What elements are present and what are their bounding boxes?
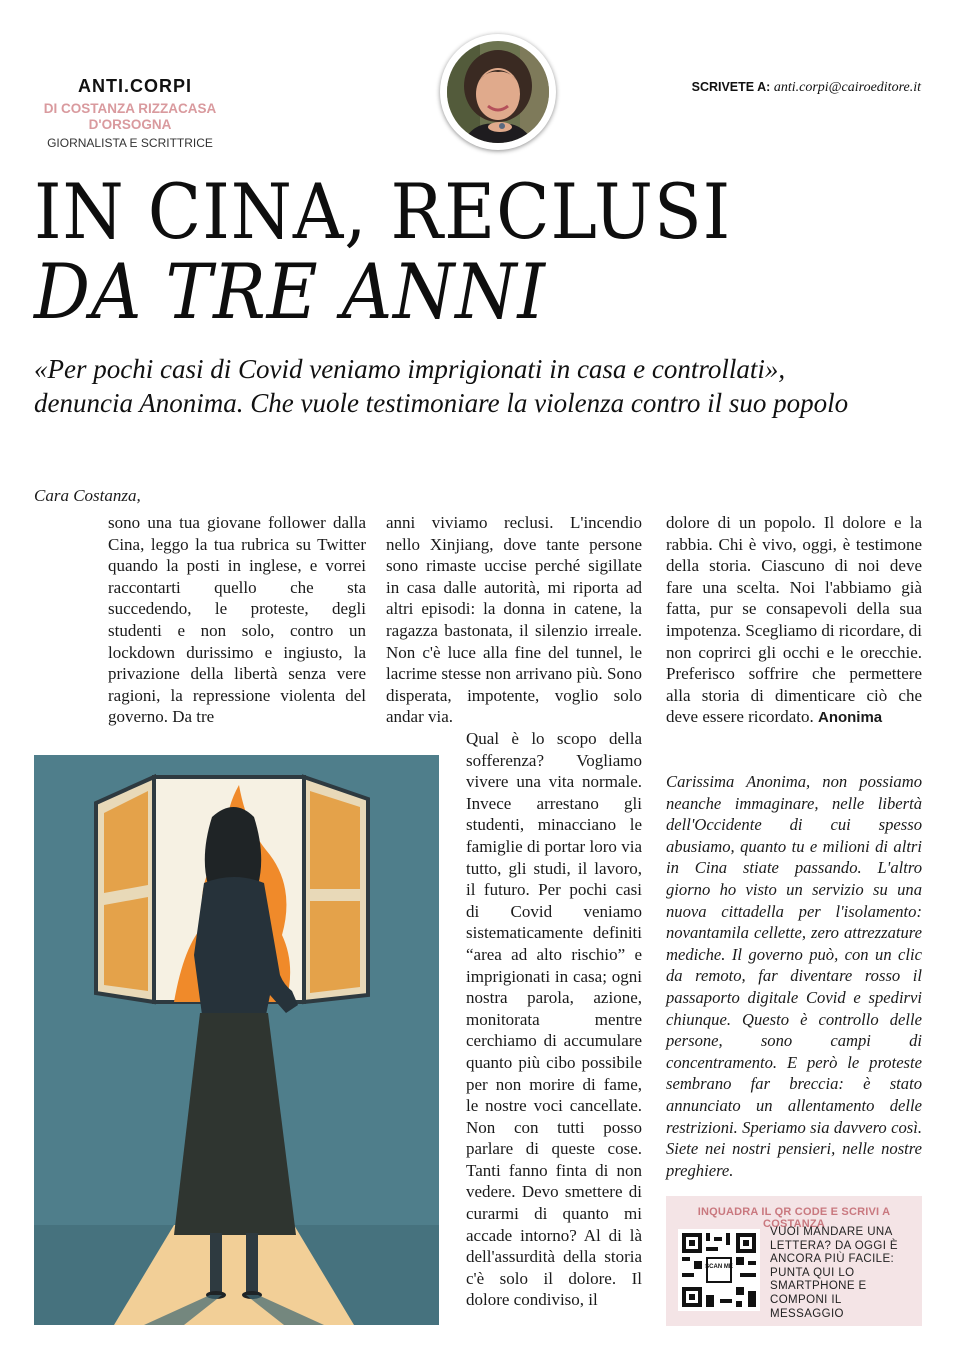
letter-column-3-text: dolore di un popolo. Il dolore e la rabbia. Chi è vivo, oggi, è testimone della storia. Ciascuno di noi deve fare una scelta. Noi l'abbiamo già fatta, pur se consapevoli della sua impotenza. Scegliamo di ricordare, di non coprirci gli occhi e le orecchie. Preferisco soffrire che permettere alla storia di dimenticare ciò che deve essere ricordato. — [666, 513, 922, 727]
column-name: ANTI.CORPI — [77, 76, 192, 96]
qr-box-text: VUOI MANDARE UNA LETTERA? DA OGGI È ANCORA PIÙ FACILE: PUNTA QUI LO SMARTPHONE E COMPONI IL MESSAGGIO — [770, 1226, 898, 1320]
article-subtitle — [34, 352, 934, 420]
letter-salutation: Cara Costanza, — [34, 486, 141, 505]
letter-column-1: sono una tua giovane follower dalla Cina, leggo la tua rubrica su Twitter quando la posti in inglese, e vorrei raccontarti quello che sta succedendo, le proteste, degli studenti e non solo, contro un lockdown durissimo e ingiusto, la privazione della libertà senza vere ragioni, la repressione violenta del governo. Da tre — [108, 513, 366, 727]
qr-code-image[interactable] — [678, 1229, 760, 1311]
avatar-portrait — [440, 34, 556, 150]
title-line-2: DA TRE ANNI — [34, 247, 546, 336]
subtitle-line-1: «Per pochi casi di Covid veniamo imprigionati in casa e controllati», — [34, 354, 786, 384]
qr-code-box — [666, 1196, 922, 1326]
qr-scan-label: SCAN ME — [705, 1264, 733, 1270]
letter-signature: Anonima — [817, 709, 883, 727]
illustration-woman-at-window — [34, 755, 439, 1325]
author-line-1: DI COSTANZA RIZZACASA — [43, 101, 217, 116]
qr-code-icon — [678, 1229, 760, 1311]
letter-column-2-top: anni viviamo reclusi. L'incendio nello Xinjiang, dove tante persone sono rimaste uccise perché sigillate in casa dalle autorità, mi riporta ad altri episodi: la donna in catene, la ragazza bastonata, il silenzio irreale. Non c'è luce alla fine del tunnel, le lacrime stesse non arrivano più. Sono disperata, impotente, voglio solo andar via. — [386, 513, 642, 727]
title-line-1: IN CINA, RECLUSI — [34, 167, 732, 256]
article-title — [34, 167, 862, 336]
reply-text: Carissima Anonima, non possiamo neanche immaginare, nelle libertà dell'Occidente di cui spesso abusiamo, quanto tu e milioni di altri in Cina stiate passando. L'altro giorno ho visto un servizio su una nuova cittadella per l'isolamento: novantamila cellette, zero attrezzature mediche. Il governo può, con un clic da remoto, far diventare rosso il passaporto digitale Covid e spedirvi chiunque. Questo è controllo delle persone, sono campi di concentramento. E però le proteste sembrano far breccia: è stato annunciato un allentamento delle restrizioni. Speriamo sia davvero così. Siete nei nostri pensieri, nelle nostre preghiere. — [666, 772, 922, 1180]
author-line-2: D'ORSOGNA — [88, 117, 172, 132]
author-name — [20, 101, 240, 133]
subtitle-line-2: denuncia Anonima. Che vuole testimoniare la violenza contro il suo popolo — [34, 388, 849, 418]
qr-box-heading: INQUADRA IL QR CODE E SCRIVI A COSTANZA — [697, 1206, 891, 1230]
letter-column-3 — [666, 512, 922, 729]
author-role: GIORNALISTA E SCRITTRICE — [47, 136, 213, 150]
letter-column-2-bottom: Qual è lo scopo della sofferenza? Vogliamo vivere una vita normale. Invece arrestano gli studenti, minacciano le famiglie di portar loro via tutto, gli studi, il lavoro, il futuro. Per pochi casi di Covid veniamo sistematicamente definiti “area ad alto rischio” e imprigionati in casa; ogni nostra parola, azione, monitorata mentre cerchiamo di accumulare quanto più cibo possibile per non morire di fame, le nostre voci cancellate. Non con tutti posso parlare di queste cose. Tanti fanno finta di non vedere. Devo smettere di curarmi di quanto mi accade intorno? Al di là dell'assurdità della storia c'è solo il dolore. Il dolore condiviso, il — [466, 729, 642, 1310]
author-avatar — [440, 34, 556, 150]
contact-line — [692, 80, 921, 96]
illustration-art — [34, 755, 439, 1325]
contact-email-link[interactable]: anti.corpi@cairoeditore.it — [773, 80, 921, 95]
write-to-label: SCRIVETE A: — [691, 80, 771, 94]
